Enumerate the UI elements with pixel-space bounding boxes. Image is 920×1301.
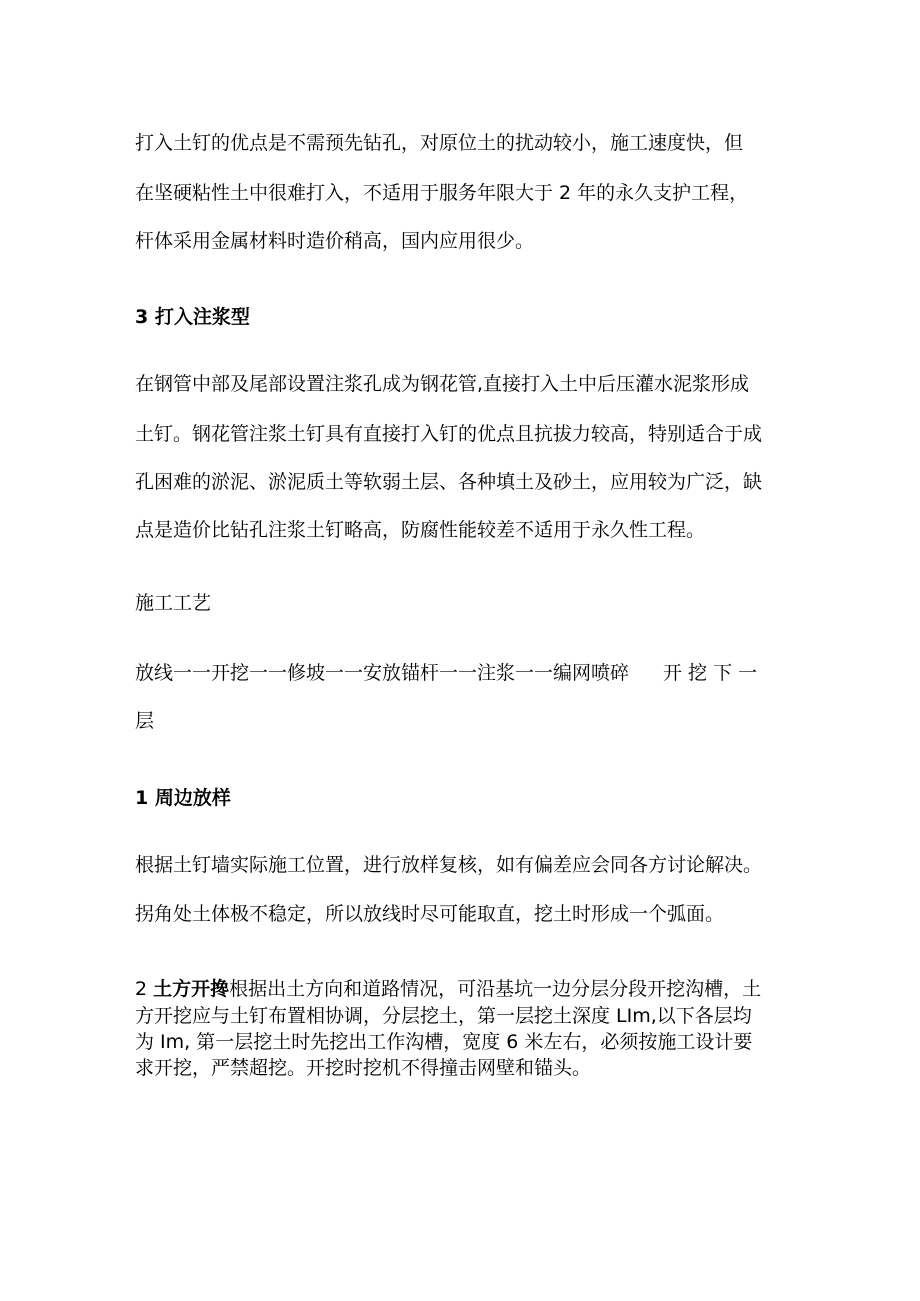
step-1-line-2: 拐角处土体极不稳定，所以放线时尽可能取直，挖土时形成一个弧面。 xyxy=(135,903,725,925)
step-2-line-3: 为 Im, 第一层挖土时先挖出工作沟槽，宽度 6 米左右，必须按施工设计要 xyxy=(135,1031,753,1053)
process-flow-last: 层 xyxy=(135,710,155,732)
intro-line-3: 杆体采用金属材料时造价稍高，国内应用很少。 xyxy=(135,230,535,252)
process-flow xyxy=(135,661,757,685)
step-1-line-1: 根据土钉墙实际施工位置，进行放样复核，如有偏差应会同各方讨论解决。 xyxy=(135,854,763,876)
step-2-heading: 土方开搀 xyxy=(153,978,230,1000)
process-title: 施工工艺 xyxy=(135,592,212,614)
process-flow-main: 放线一一开挖一一修坡一一安放锚杆一一注浆一一编网喷碎 xyxy=(135,662,630,684)
section-3-heading: 3 打入注浆型 xyxy=(135,306,250,328)
process-flow-tail: 开 挖 下 一 xyxy=(663,662,758,684)
step-2-line-1-rest: 根据出土方向和道路情况，可沿基坑一边分层分段开挖沟槽，土 xyxy=(229,978,762,1000)
step-1-heading: 1 周边放样 xyxy=(135,787,231,809)
step-2-number: 2 xyxy=(135,978,154,1000)
intro-line-1: 打入土钉的优点是不需预先钻孔，对原位土的扰动较小，施工速度快，但 xyxy=(135,132,744,154)
section-3-line-2: 土钉。钢花管注浆土钉具有直接打入钉的优点且抗拔力较高，特别适合于成 xyxy=(135,423,763,445)
step-2-line-1 xyxy=(135,977,761,1001)
step-2-line-4: 求开挖，严禁超挖。开挖时挖机不得撞击网壁和锚头。 xyxy=(135,1057,592,1079)
section-3-line-3: 孔困难的淤泥、淤泥质土等软弱土层、各种填土及砂土，应用较为广泛，缺 xyxy=(135,471,763,493)
section-3-line-1: 在钢管中部及尾部设置注浆孔成为钢花管,直接打入土中后压灌水泥浆形成 xyxy=(135,373,750,395)
step-2-line-2: 方开挖应与土钉布置相协调，分层挖土，第一层挖土深度 LIm,以下各层均 xyxy=(135,1005,752,1027)
intro-line-2: 在坚硬粘性土中很难打入，不适用于服务年限大于 2 年的永久支护工程， xyxy=(135,182,749,204)
section-3-line-4: 点是造价比钻孔注浆土钉略高，防腐性能较差不适用于永久性工程。 xyxy=(135,519,706,541)
